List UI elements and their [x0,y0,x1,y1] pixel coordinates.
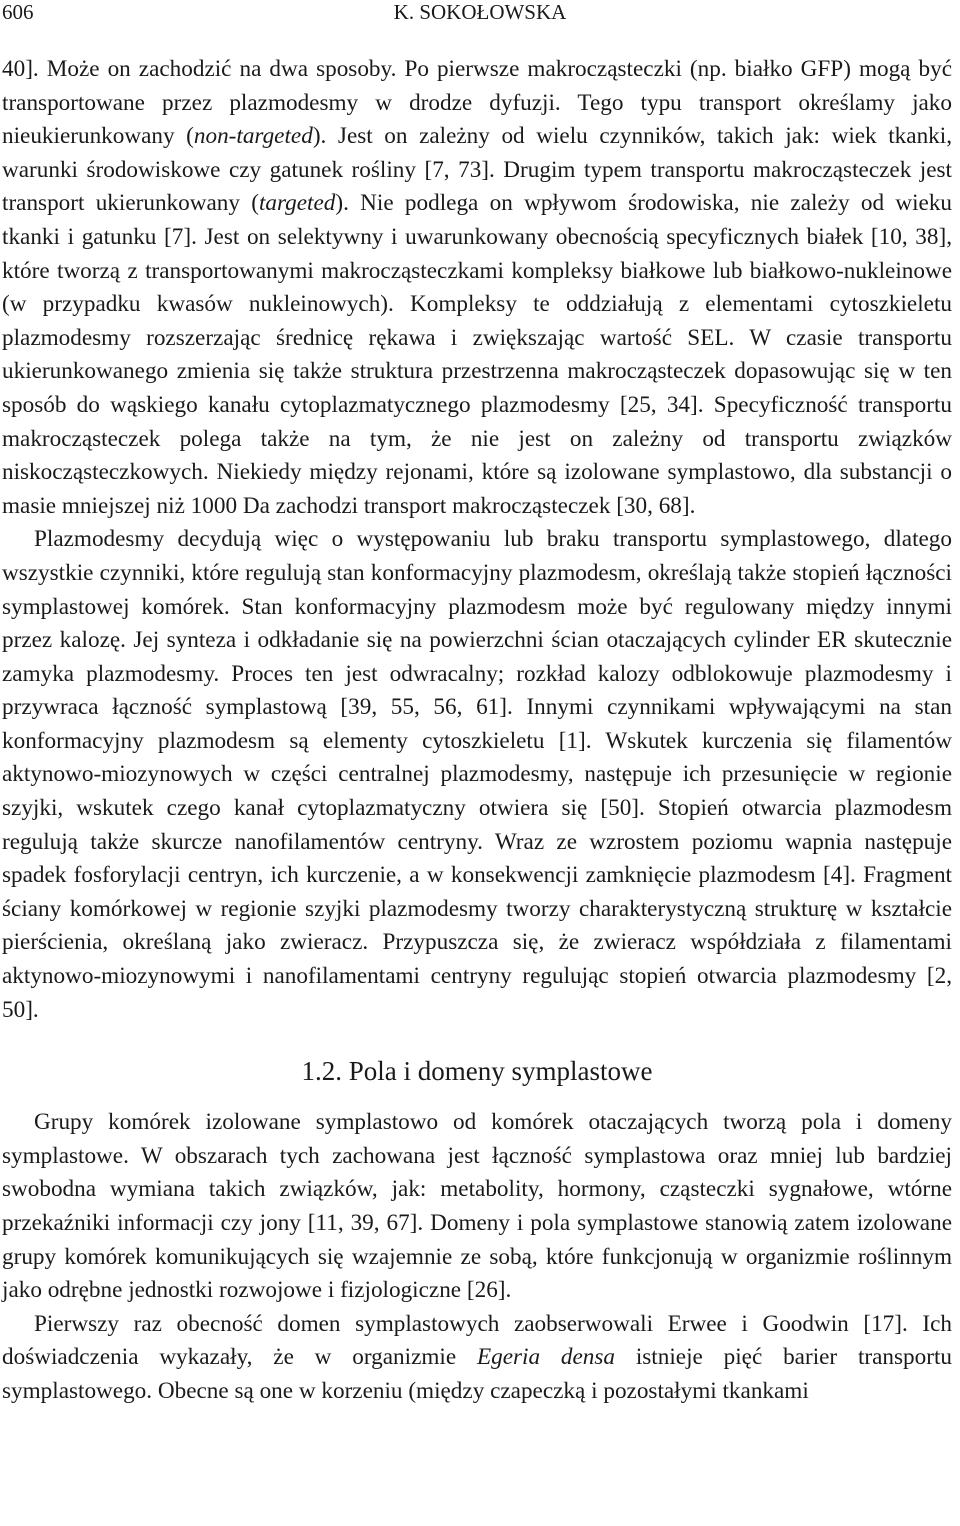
paragraph-3: Grupy komórek izolowane symplastowo od komórek otaczających tworzą pola i domeny symplastowe. W obszarach tych zachowana jest łączność symplastowa oraz mniej lub bardziej swobodna wymiana takich związków, jak: metabolity, hormony, cząsteczki sygnałowe, wtórne przekaźniki informacji czy jony [11, 39, 67]. Domeny i pola symplastowe stanowią zatem izolowane grupy komórek komunikujących się wzajemnie ze sobą, które funkcjonują w organizmie roślinnym jako odrębne jednostki rozwojowe i fizjologiczne [26]. [2,1109,952,1304]
section-heading: 1.2. Pola i domeny symplastowe [301,1056,653,1087]
running-head [0,0,960,30]
article-body [2,53,952,1409]
paragraph-4-text-a: Pierwszy raz obecność domen symplastowych zaobserwowali Erwee i Goodwin [17]. Ich doświadczenia wykazały, że w organizmie [2,1310,952,1371]
paragraph-1-text-a: 40]. Może on zachodzić na dwa sposoby. Po pierwsze makrocząsteczki (np. białko GFP) mogą być transportowane przez plazmodesmy w drodze dyfuzji. Tego typu transport określamy jako nieukierunkowany ( [2,56,952,150]
paragraph-1-text-c: ). Nie podlega on wpływom środowiska, nie zależy od wieku tkanki i gatunku [7]. Jest on selektywny i uwarunkowany obecnością specyficznych białek [10, 38], które tworzą z transportowanymi makrocząsteczkami kompleksy białkowe lub białkowo-nukleinowe (w przypadku kwasów nukleinowych). Kompleksy te oddziałują z elementami cytoszkieletu plazmodesmy rozszerzając średnicę rękawa i zwiększając wartość SEL. W czasie transportu ukierunkowanego zmienia się także struktura przestrzenna makrocząsteczek dopasowując się w ten sposób do wąskiego kanału cytoplazmatycznego plazmodesmy [25, 34]. Specyficzność transportu makrocząsteczek polega także na tym, że nie jest on zależny od transportu związków niskocząsteczkowych. Niekiedy między rejonami, które są izolowane symplastowo, dla substancji o masie mniejszej niż 1000 Da zachodzi transport makrocząsteczek [30, 68]. [2,190,953,519]
paragraph-1 [2,53,952,523]
term-non-targeted: non-targeted [193,123,313,150]
term-targeted: targeted [258,190,336,217]
paragraph-2: Plazmodesmy decydują więc o występowaniu lub braku transportu symplastowego, dlatego wszystkie czynniki, które regulują stan konformacyjny plazmodesm, określają także stopień łączności symplastowej komórek. Stan konformacyjny plazmodesm może być regulowany między innymi przez kalozę. Jej synteza i odkładanie się na powierzchni ścian otaczających cylinder ER skutecznie zamyka plazmodesmy. Proces ten jest odwracalny; rozkład kalozy odblokowuje plazmodesmy i przywraca łączność symplastową [39, 55, 56, 61]. Innymi czynnikami wpływającymi na stan konformacyjny plazmodesm są elementy cytoszkieletu [1]. Wskutek kurczenia się filamentów aktynowo-miozynowych w części centralnej plazmodesmy, następuje ich przesunięcie w regionie szyjki, wskutek czego kanał cytoplazmatyczny otwiera się [50]. Stopień otwarcia plazmodesm regulują także skurcze nanofilamentów centryny. Wraz ze wzrostem poziomu wapnia następuje spadek fosforylacji centryn, ich kurczenie, a w konsekwencji zamknięcie plazmodesm [4]. Fragment ściany komórkowej w regionie szyjki plazmodesmy tworzy charakterystyczną strukturę w kształcie pierścienia, określaną jako zwieracz. Przypuszcza się, że zwieracz współdziała z filamentami aktynowo-miozynowymi i nanofilamentami centryny regulując stopień otwarcia plazmodesmy [2, 50]. [2,526,952,1023]
paragraph-1-text-b: ). Jest on zależny od wielu czynników, takich jak: wiek tkanki, warunki środowiskowe czy gatunek rośliny [7, 73]. Drugim typem transportu makrocząsteczek jest transport ukierunkowany ( [2,123,952,217]
running-head-author: K. SOKOŁOWSKA [393,0,567,24]
paragraph-4 [2,1308,952,1409]
species-egeria-densa: Egeria densa [476,1344,616,1371]
page-number: 606 [2,0,34,24]
paragraph-4-text-b: istnieje pięć barier transportu symplastowego. Obecne są one w korzeniu (między czapeczką i pozostałymi tkankami [2,1344,952,1404]
